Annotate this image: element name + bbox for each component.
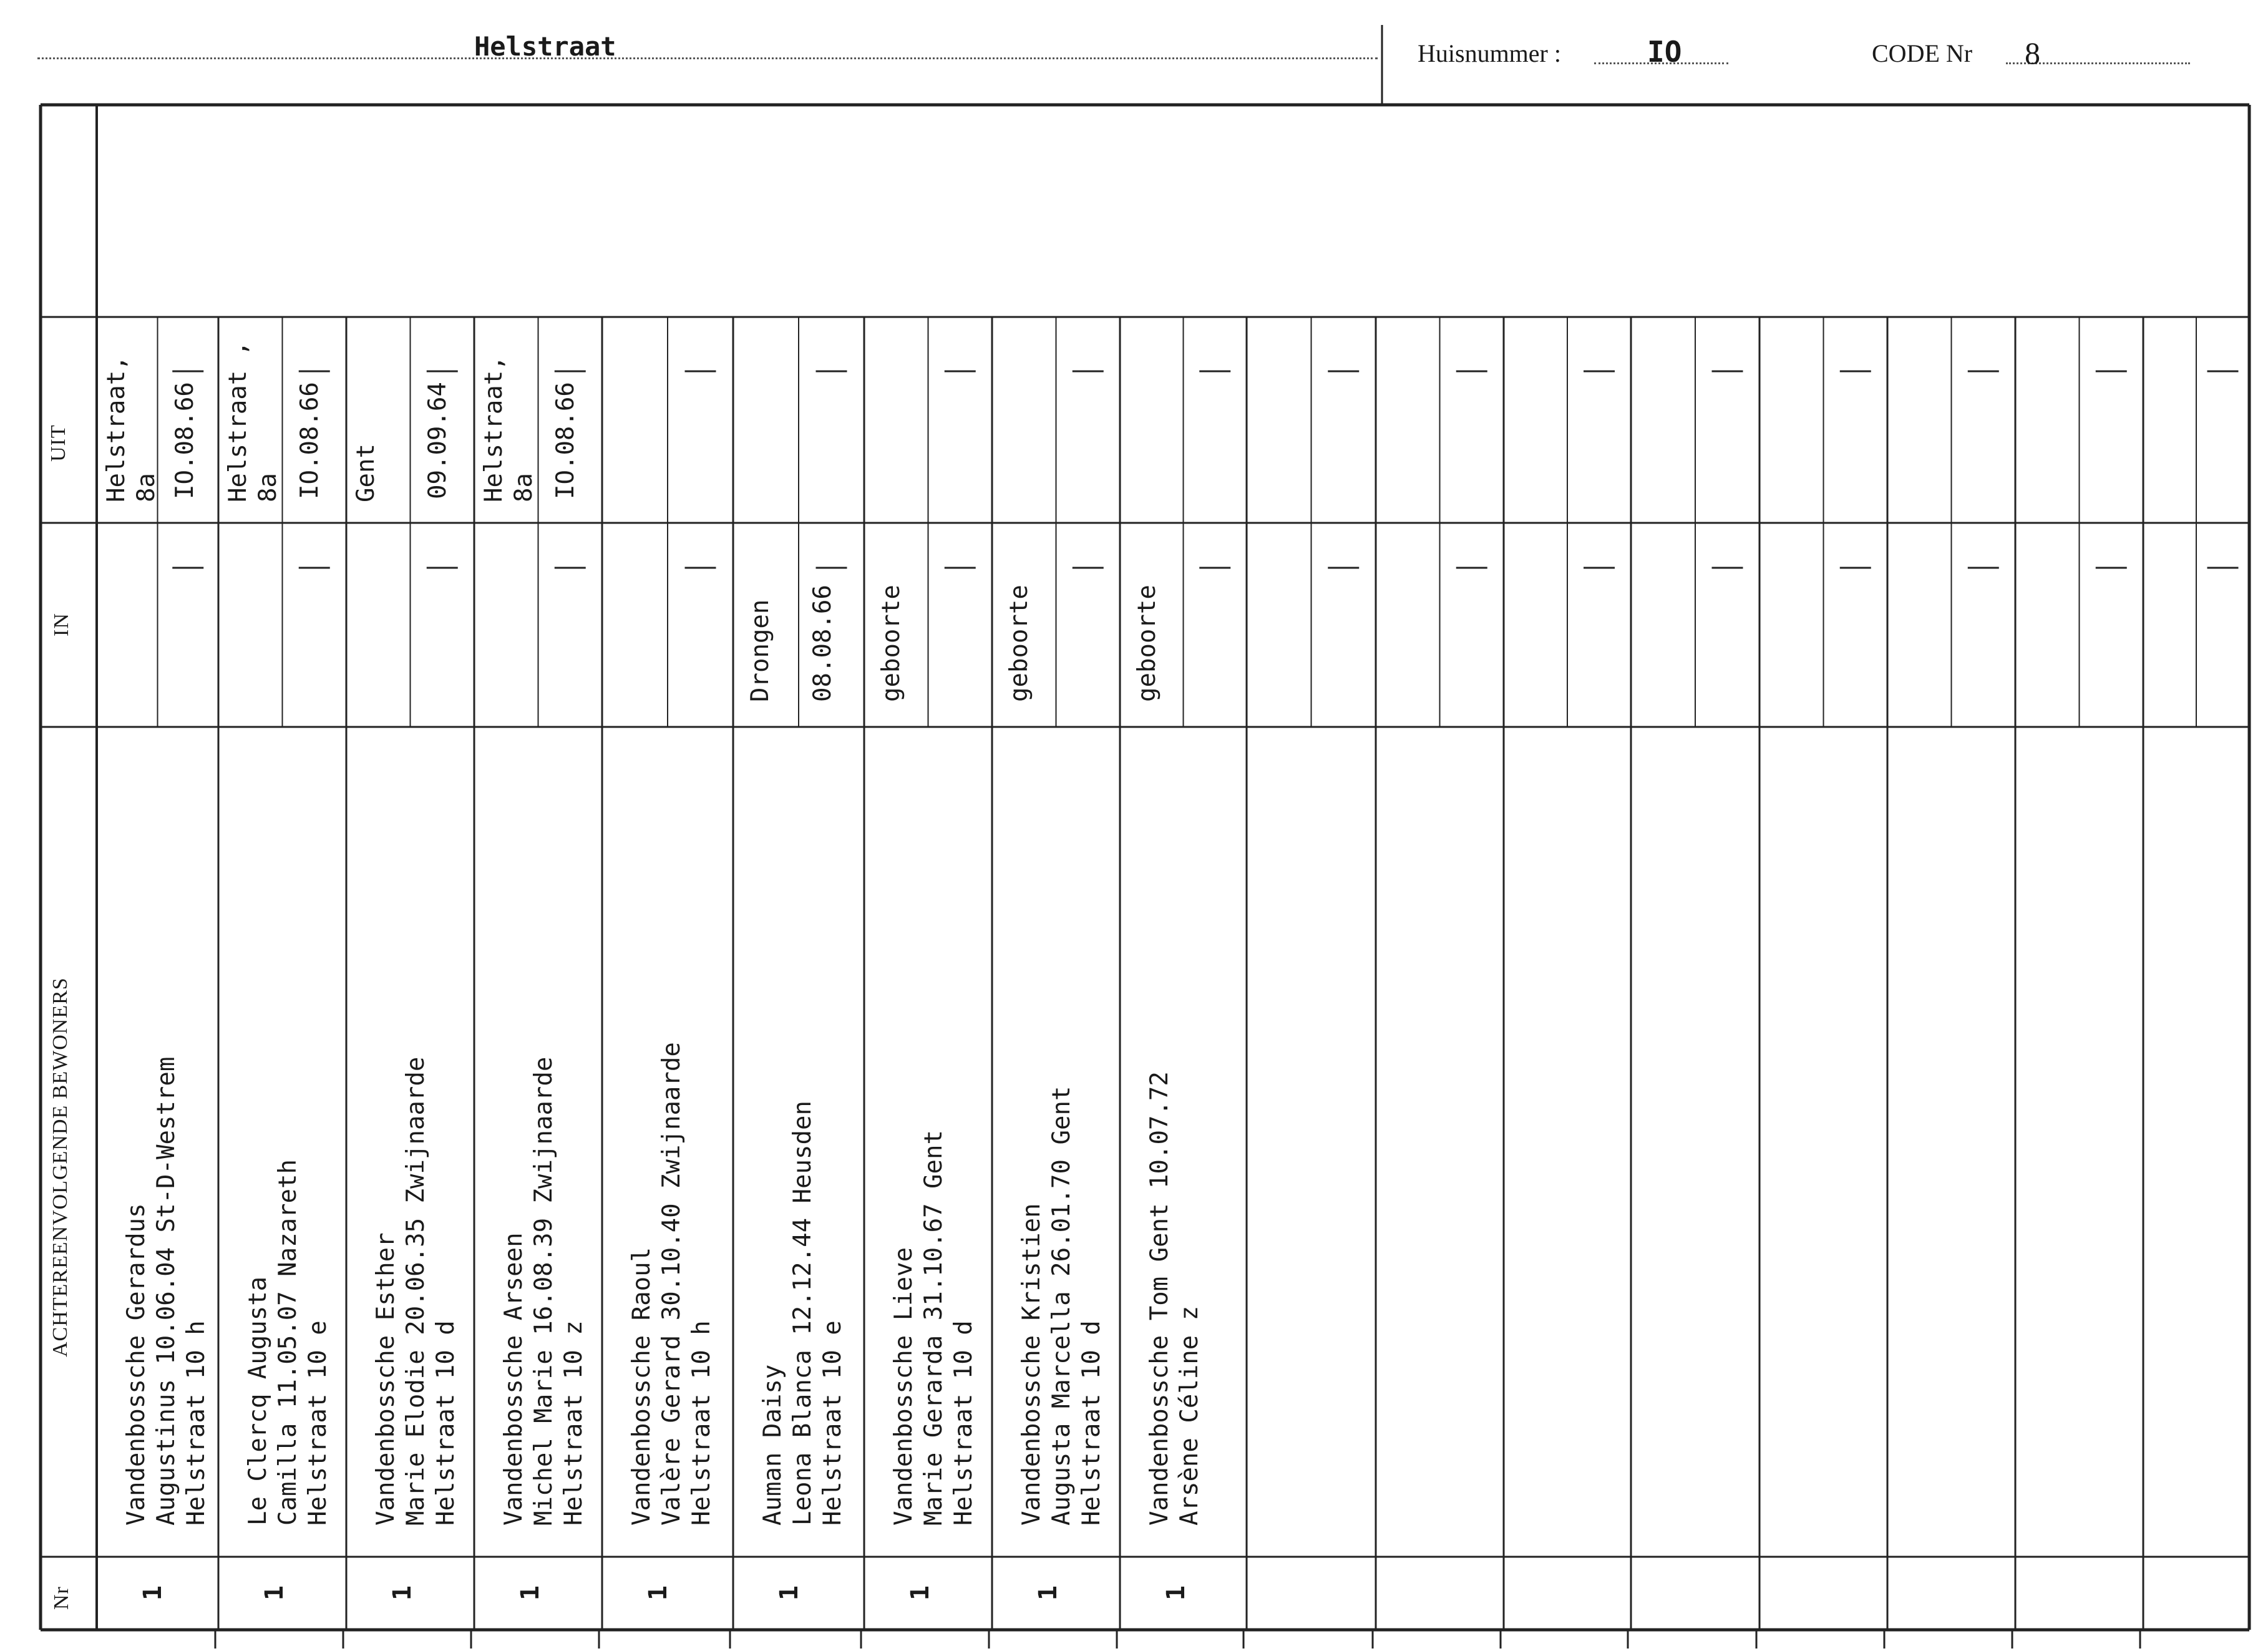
resident-entry xyxy=(499,1057,589,1526)
in-place: geboorte xyxy=(1133,585,1161,702)
resident-line: Arsène Céline z xyxy=(1175,1305,1204,1526)
column-header-residents: ACHTEREENVOLGENDE BEWONERS xyxy=(49,977,72,1357)
resident-entry xyxy=(627,1042,717,1526)
resident-line: Vandenbossche Tom Gent 10.07.72 xyxy=(1146,1071,1174,1526)
resident-line: Valère Gerard 30.10.40 Zwijnaarde xyxy=(658,1042,686,1526)
out-place-line: 8a xyxy=(132,473,160,502)
resident-line: Helstraat 10 d xyxy=(1078,1320,1106,1526)
resident-line: Helstraat 10 d xyxy=(950,1320,978,1526)
resident-line: Helstraat 10 e xyxy=(819,1320,847,1526)
row-number: 1 xyxy=(644,1585,673,1601)
resident-line: Helstraat 10 z xyxy=(560,1320,588,1526)
resident-line: Helstraat 10 h xyxy=(688,1320,716,1526)
out-date: 09.09.64 xyxy=(423,382,452,499)
out-place xyxy=(351,444,381,502)
resident-line: Camilla 11.05.07 Nazareth xyxy=(274,1159,302,1526)
resident-entry xyxy=(371,1057,461,1526)
row-number: 1 xyxy=(139,1585,167,1601)
resident-line: Helstraat 10 d xyxy=(432,1320,460,1526)
row-number: 1 xyxy=(775,1585,804,1601)
resident-entry xyxy=(243,1159,333,1526)
out-place-line: 8a xyxy=(254,473,282,502)
out-date: IO.08.66 xyxy=(295,382,324,499)
resident-line: Vandenbossche Arseen xyxy=(500,1232,528,1526)
row-number: 1 xyxy=(1162,1585,1190,1601)
out-place xyxy=(479,356,539,502)
resident-line: Michel Marie 16.08.39 Zwijnaarde xyxy=(530,1056,558,1526)
resident-line: Marie Gerarda 31.10.67 Gent xyxy=(920,1130,948,1526)
resident-line: Vandenbossche Esther xyxy=(372,1232,400,1526)
row-number: 1 xyxy=(1034,1585,1063,1601)
code-label: CODE Nr xyxy=(1872,39,1973,67)
resident-line: Augusta Marcella 26.01.70 Gent xyxy=(1048,1086,1076,1526)
code-value: 8 xyxy=(2025,36,2040,71)
resident-entry xyxy=(758,1101,848,1526)
in-place: geboorte xyxy=(1005,585,1033,702)
in-place: Drongen xyxy=(746,599,774,702)
resident-line: Vandenbossche Gerardus xyxy=(122,1203,150,1526)
resident-line: Vandenbossche Lieve xyxy=(890,1247,918,1526)
house-number-label: Huisnummer : xyxy=(1418,39,1561,67)
out-place-line: 8a xyxy=(510,473,538,502)
out-place xyxy=(102,356,162,502)
resident-line: Helstraat 10 h xyxy=(182,1320,210,1526)
out-date: IO.08.66 xyxy=(551,382,580,499)
resident-line: Augustinus 10.06.04 St-D-Westrem xyxy=(152,1056,180,1526)
resident-line: Auman Daisy xyxy=(759,1364,787,1526)
resident-entry xyxy=(1017,1086,1107,1526)
in-place: geboorte xyxy=(877,585,905,702)
row-number: 1 xyxy=(260,1585,289,1601)
resident-line: Vandenbossche Kristien xyxy=(1018,1203,1046,1526)
row-number: 1 xyxy=(906,1585,935,1601)
house-number: IO xyxy=(1647,35,1682,69)
out-place-line: Helstraat , xyxy=(224,341,252,502)
resident-line: Marie Elodie 20.06.35 Zwijnaarde xyxy=(402,1056,430,1526)
column-header-nr: Nr xyxy=(50,1586,73,1610)
in-date: 08.08.66 xyxy=(809,585,837,702)
resident-line: Helstraat 10 e xyxy=(304,1320,332,1526)
out-place-line: Helstraat, xyxy=(102,356,130,502)
column-header-in: IN xyxy=(50,613,73,636)
street-name: Helstraat xyxy=(474,31,616,62)
resident-entry xyxy=(889,1130,979,1526)
resident-line: Vandenbossche Raoul xyxy=(628,1247,656,1526)
out-date: IO.08.66 xyxy=(170,382,199,499)
row-number: 1 xyxy=(388,1585,417,1601)
column-header-out: UIT xyxy=(47,424,70,462)
resident-line: Le Clercq Augusta xyxy=(244,1276,272,1526)
resident-entry xyxy=(1145,1071,1205,1526)
out-place-line: Gent xyxy=(352,444,380,502)
resident-line: Leona Blanca 12.12.44 Heusden xyxy=(789,1101,817,1526)
resident-entry xyxy=(122,1057,212,1526)
out-place-line: Helstraat, xyxy=(480,356,508,502)
row-number: 1 xyxy=(516,1585,545,1601)
out-place xyxy=(223,341,283,502)
